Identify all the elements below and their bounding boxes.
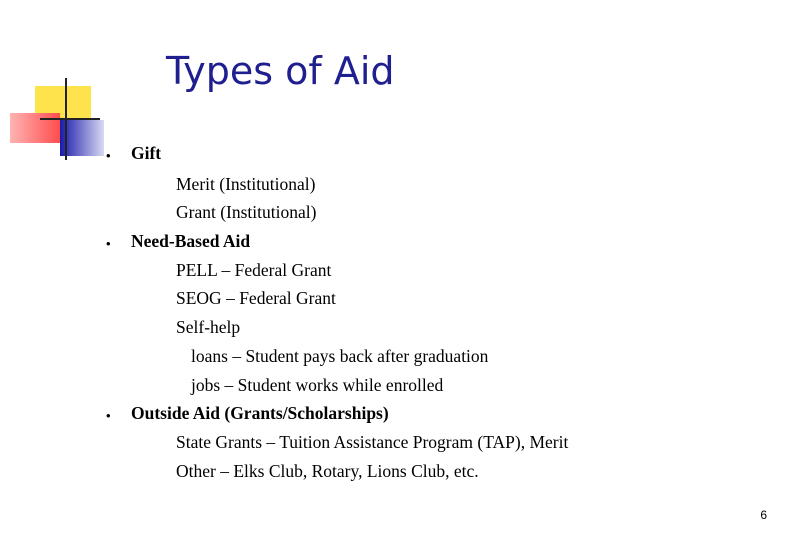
bullet-marker: •: [106, 236, 111, 251]
bullet-marker: •: [106, 148, 111, 163]
slide-title: Types of Aid: [166, 49, 395, 93]
sub-list-item: jobs – Student works while enrolled: [191, 375, 444, 395]
list-item: PELL – Federal Grant: [176, 260, 332, 280]
list-item: Other – Elks Club, Rotary, Lions Club, etc.: [176, 461, 479, 481]
list-item: Merit (Institutional): [176, 174, 316, 194]
bullet-heading-need-based: Need-Based Aid: [131, 231, 251, 251]
page-number: 6: [760, 508, 767, 522]
horizontal-rule: [40, 118, 100, 120]
list-item: State Grants – Tuition Assistance Program (TAP), Merit: [176, 432, 569, 452]
sub-list-item: loans – Student pays back after graduation: [191, 346, 489, 366]
bullet-heading-outside-aid: Outside Aid (Grants/Scholarships): [131, 403, 389, 423]
list-item: SEOG – Federal Grant: [176, 288, 336, 308]
bullet-heading-gift: Gift: [131, 143, 162, 163]
bullet-marker: •: [106, 408, 111, 423]
list-item: Grant (Institutional): [176, 202, 317, 222]
list-item: Self-help: [176, 317, 241, 337]
